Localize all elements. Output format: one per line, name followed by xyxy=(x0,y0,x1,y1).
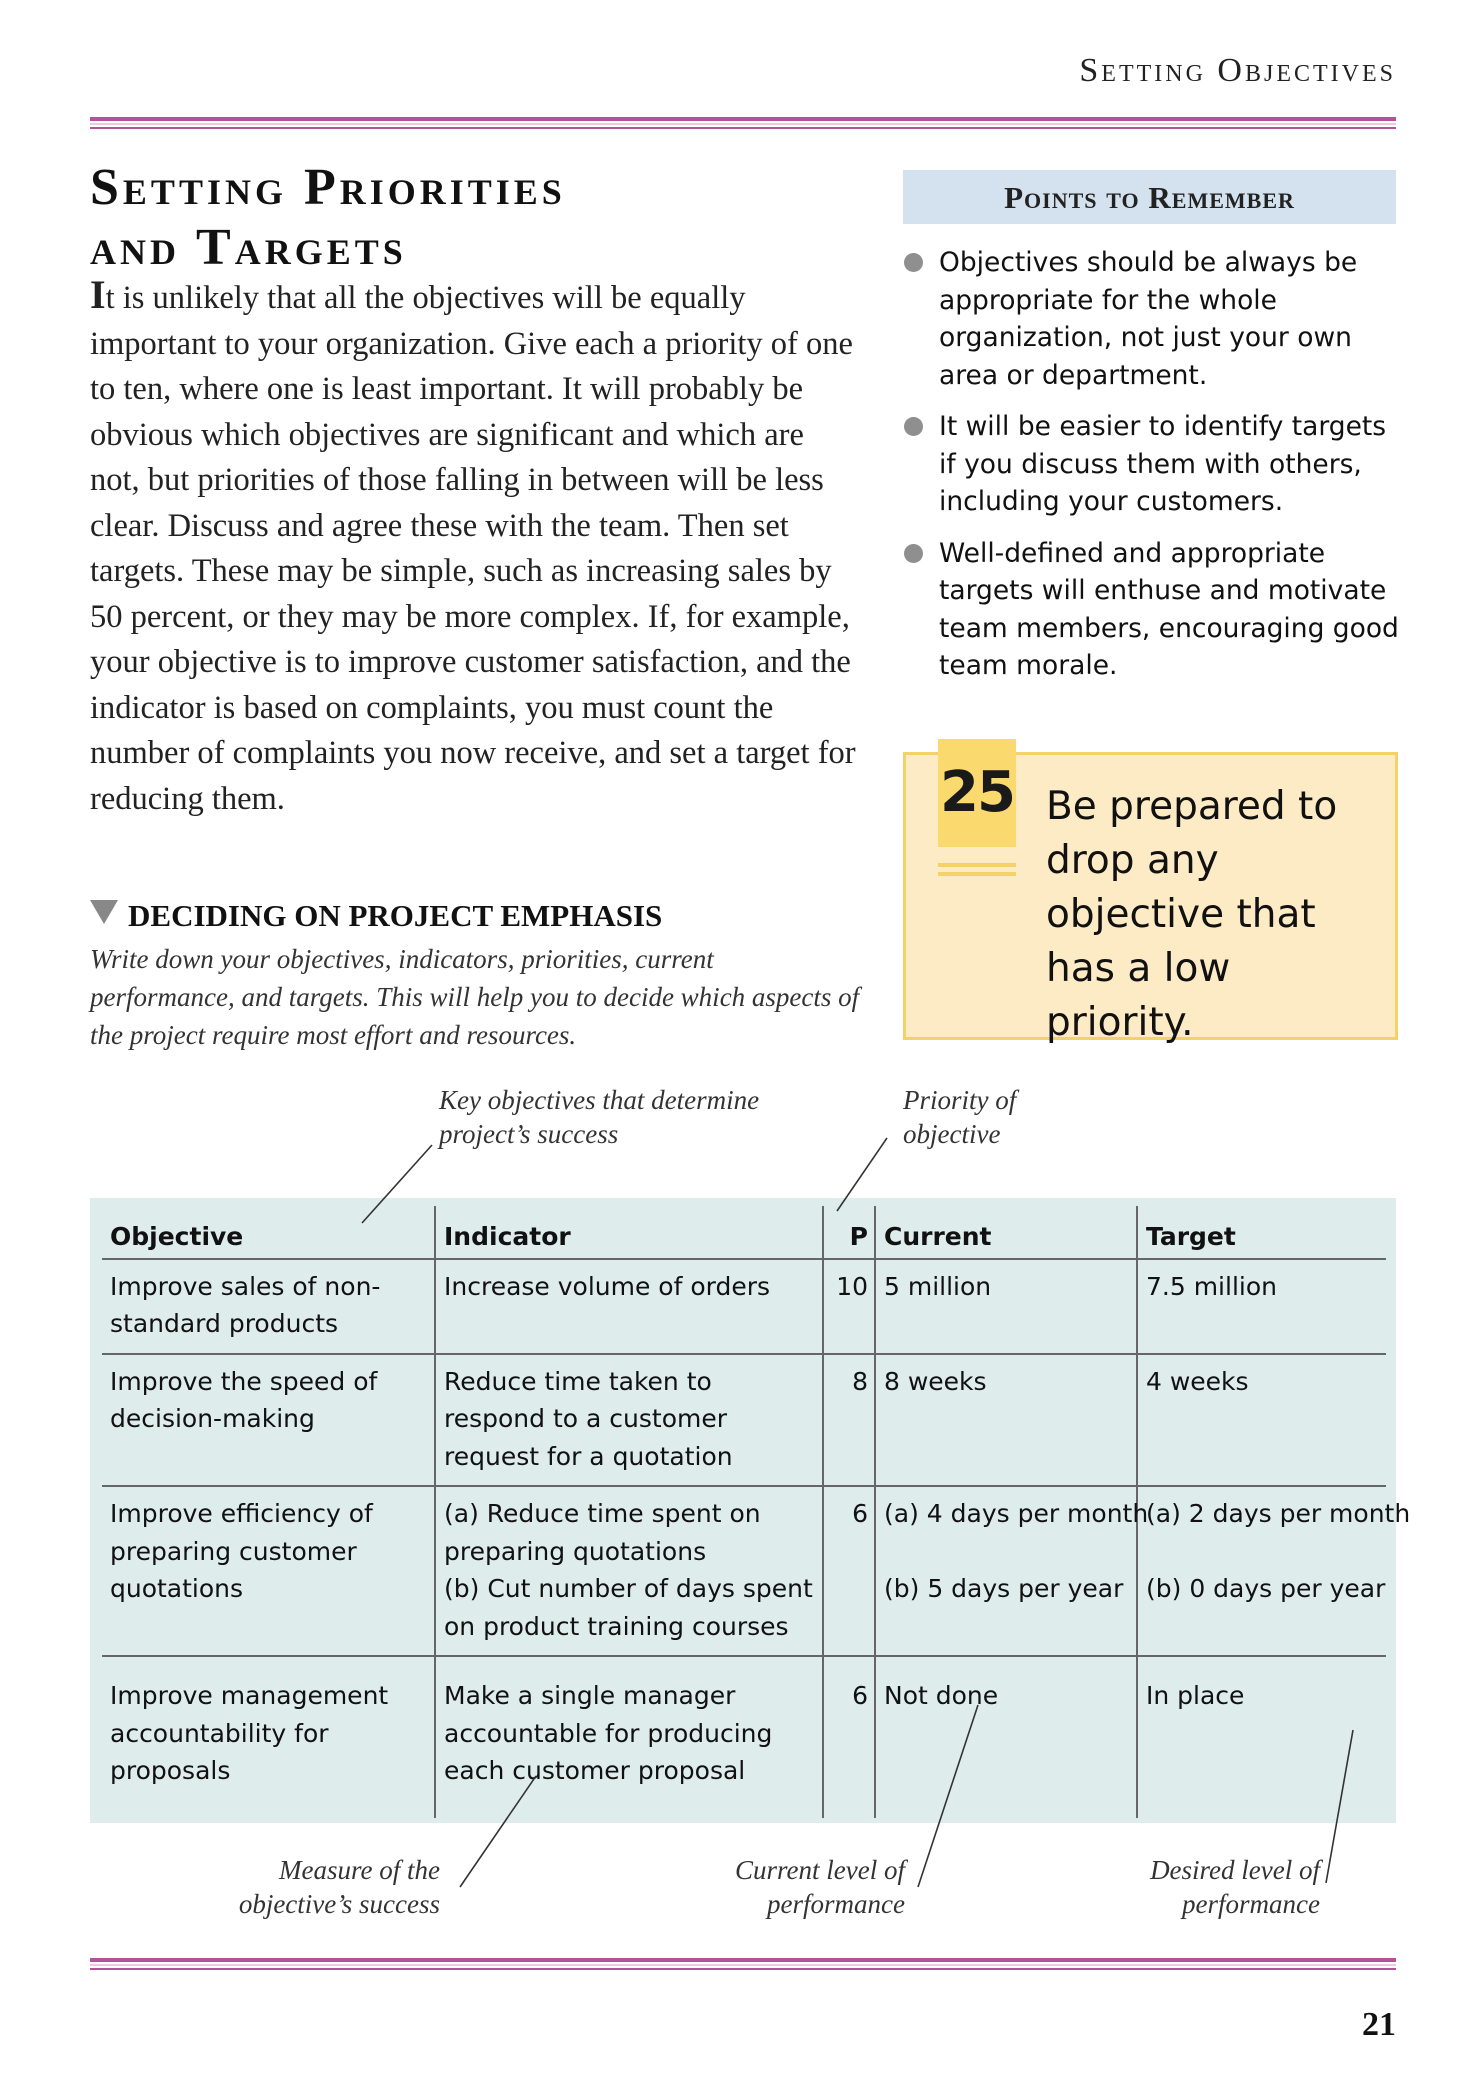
cell-priority: 6 xyxy=(823,1656,875,1818)
list-item: It will be easier to identify targets if you discuss them with others, including your customers. xyxy=(903,408,1403,521)
bottom-rule xyxy=(90,1958,1396,1970)
cell-current: 8 weeks xyxy=(875,1354,1137,1487)
leader-line-key-objectives xyxy=(362,1145,432,1223)
cell-indicator: Make a single manager accountable for producing each customer proposal xyxy=(435,1656,823,1818)
cell-objective: Improve efficiency of preparing customer quotations xyxy=(102,1486,435,1656)
running-head: Setting Objectives xyxy=(1079,52,1396,89)
cell-objective: Improve management accountability for proposals xyxy=(110,1681,389,1785)
page-number: 21 xyxy=(1362,2006,1396,2043)
cell-current: 5 million xyxy=(875,1259,1137,1354)
cell-target: 7.5 million xyxy=(1137,1259,1386,1354)
cell-target: In place xyxy=(1137,1656,1386,1818)
cell-target-b: (b) 0 days per year xyxy=(1146,1573,1386,1603)
header-objective: Objective xyxy=(102,1206,435,1259)
cell-target: 4 weeks xyxy=(1137,1354,1386,1487)
header-current: Current xyxy=(875,1206,1137,1259)
cell-objective: Improve sales of non-standard products xyxy=(102,1259,435,1354)
section-title-line-2: and Targets xyxy=(90,219,407,276)
tip-text: Be prepared to drop any objective that has a low priority. xyxy=(1046,784,1338,1045)
list-item: Objectives should be always be appropriate for the whole organization, not just your own area or department. xyxy=(903,244,1403,394)
figure-heading: DECIDING ON PROJECT EMPHASIS xyxy=(90,898,850,934)
cell-priority: 10 xyxy=(823,1259,875,1354)
annotation-measure: Measure of the objective’s success xyxy=(238,1855,440,1919)
leader-line-priority xyxy=(837,1138,887,1211)
cell-target-a: (a) 2 days per month xyxy=(1146,1499,1411,1528)
leader-line-desired-level xyxy=(1326,1730,1353,1883)
header-target: Target xyxy=(1137,1206,1386,1259)
body-text: t is unlikely that all the objectives will be equally important to your organization. Give each a priority of one to ten, where one is least important. It will probably be obvious which objectives are significant and which are not, but priorities of those falling in between will be less clear. Discuss and agree these with the team. Then set targets. These may be simple, such as increasing sales by 50 percent, or they may be more complex. If, for example, your objective is to improve customer satisfaction, and the indicator is based on complaints, you must count the number of complaints you now receive, and set a target for reducing them. xyxy=(90,280,856,817)
header-priority: P xyxy=(823,1206,875,1259)
cell-indicator: Reduce time taken to respond to a customer request for a quotation xyxy=(435,1354,823,1487)
annotation-desired-level: Desired level of performance xyxy=(1150,1855,1320,1919)
cell-current-b: (b) 5 days per year xyxy=(884,1573,1124,1603)
cell-objective: Improve the speed of decision-making xyxy=(102,1354,435,1487)
cell-current-a: (a) 4 days per month xyxy=(884,1499,1149,1528)
drop-cap: I xyxy=(90,272,106,317)
leader-line-current-level xyxy=(918,1705,978,1887)
cell-priority: 8 xyxy=(823,1354,875,1487)
header-indicator: Indicator xyxy=(435,1206,823,1259)
cell-current: Not done xyxy=(875,1656,1137,1818)
section-title-line-1: Setting Priorities xyxy=(90,159,566,216)
cell-indicator-a: (a) Reduce time spent on preparing quotations xyxy=(444,1499,761,1566)
annotation-key-objectives: Key objectives that determine project’s success xyxy=(439,1085,760,1149)
list-item: Well-defined and appropriate targets will enthuse and motivate team members, encouraging good team morale. xyxy=(903,535,1403,685)
leader-line-measure xyxy=(460,1776,536,1887)
cell-priority: 6 xyxy=(823,1486,875,1656)
figure-caption: Write down your objectives, indicators, priorities, current performance, and targets. This will help you to decide which aspects of the project require most effort and resources. xyxy=(90,944,860,1050)
annotation-current-level: Current level of performance xyxy=(735,1855,905,1919)
tip-number: 25 xyxy=(938,739,1016,847)
cell-indicator: Increase volume of orders xyxy=(435,1259,823,1354)
cell-indicator-b: (b) Cut number of days spent on product training courses xyxy=(444,1574,813,1641)
annotation-priority: Priority of objective xyxy=(903,1085,1017,1149)
points-to-remember-title: Points to Remember xyxy=(903,170,1396,224)
